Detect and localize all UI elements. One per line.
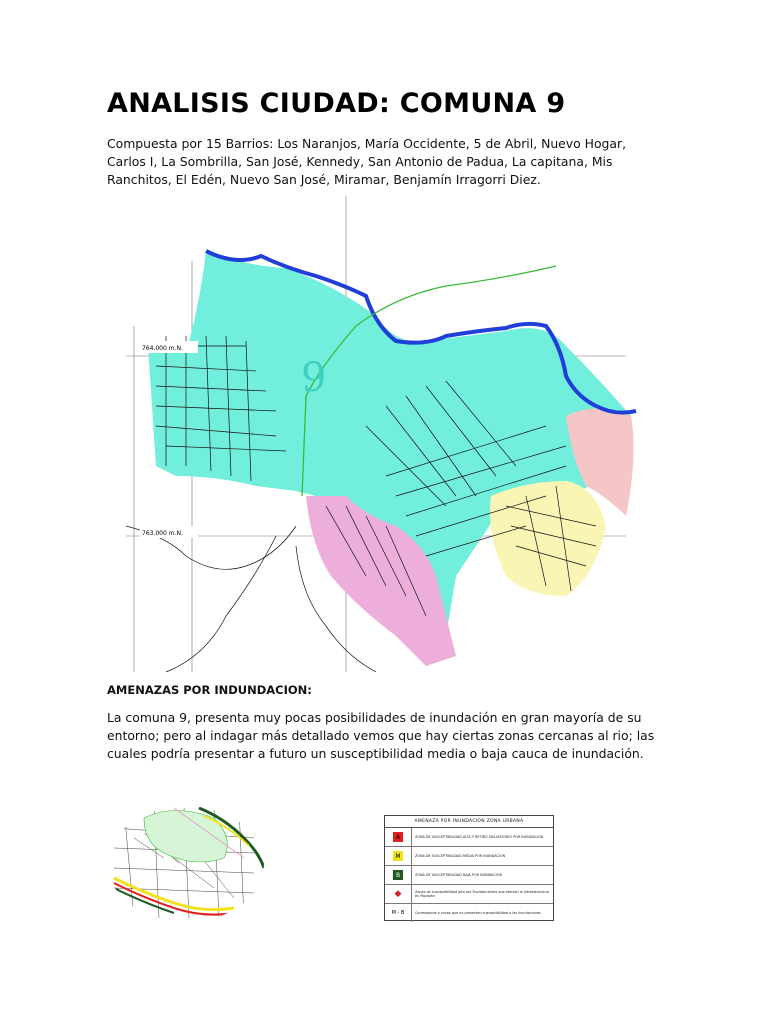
legend-row: [385, 904, 553, 922]
grid-label-top: 764.000 m.N.: [142, 345, 183, 352]
legend-row: [385, 847, 553, 866]
legend-text: Zonas de susceptibilidad alta por fluviotorrentes que afectan la infraestructura en Popayán: [415, 890, 550, 898]
intro-paragraph: Compuesta por 15 Barrios: Los Naranjos, María Occidente, 5 de Abril, Nuevo Hogar, Carlos I, La Sombrilla, San José, Kennedy, San Antonio de Padua, La capitana, Mis Ranchitos, El Edén, Nuevo San José, Miramar, Benjamín Irragorri Diez.: [107, 136, 627, 187]
legend-swatch: M: [393, 851, 403, 861]
legend-title: AMENAZA POR INUNDACION ZONA URBANA: [385, 816, 553, 828]
comuna-9-map: [126, 196, 646, 672]
page-title: ANALISIS CIUDAD: COMUNA 9: [107, 88, 566, 119]
legend-row: [385, 866, 553, 885]
legend-swatch: A: [393, 832, 403, 842]
legend-row: [385, 828, 553, 847]
grid-label-bottom: 763.000 m.N.: [142, 530, 183, 537]
legend-row: [385, 885, 553, 904]
legend-text: Corresponde a zonas que no presentan susceptibilidad a las inundaciones: [415, 911, 541, 915]
flood-hazard-map: [104, 798, 264, 922]
comuna-number-label: 9: [301, 355, 327, 401]
legend-text: ZONA DE SUSCEPTIBILIDAD MEDIA POR INUNDACION: [415, 854, 506, 858]
legend-swatch: B: [393, 870, 403, 880]
section-body: La comuna 9, presenta muy pocas posibilidades de inundación en gran mayoría de su entorno; pero al indagar más detallado vemos que hay ciertas zonas cercanas al rio; las cuales podría presentar a futuro un susceptibilidad media o baja cauca de inundación.: [107, 710, 655, 761]
yellow-zone: [490, 481, 606, 596]
legend-swatch: ◆: [394, 889, 402, 899]
legend-text: ZONA DE SUSCEPTIBILIDAD ALTA Y RETIRO OBLIGATORIO POR INUNDACION: [415, 835, 544, 839]
flood-legend: [384, 815, 554, 921]
legend-text: ZONA DE SUSCEPTIBILIDAD BAJA POR INUNDACION: [415, 873, 503, 877]
section-heading: AMENAZAS POR INDUNDACION:: [107, 683, 312, 697]
legend-swatch: M - B: [391, 910, 405, 916]
